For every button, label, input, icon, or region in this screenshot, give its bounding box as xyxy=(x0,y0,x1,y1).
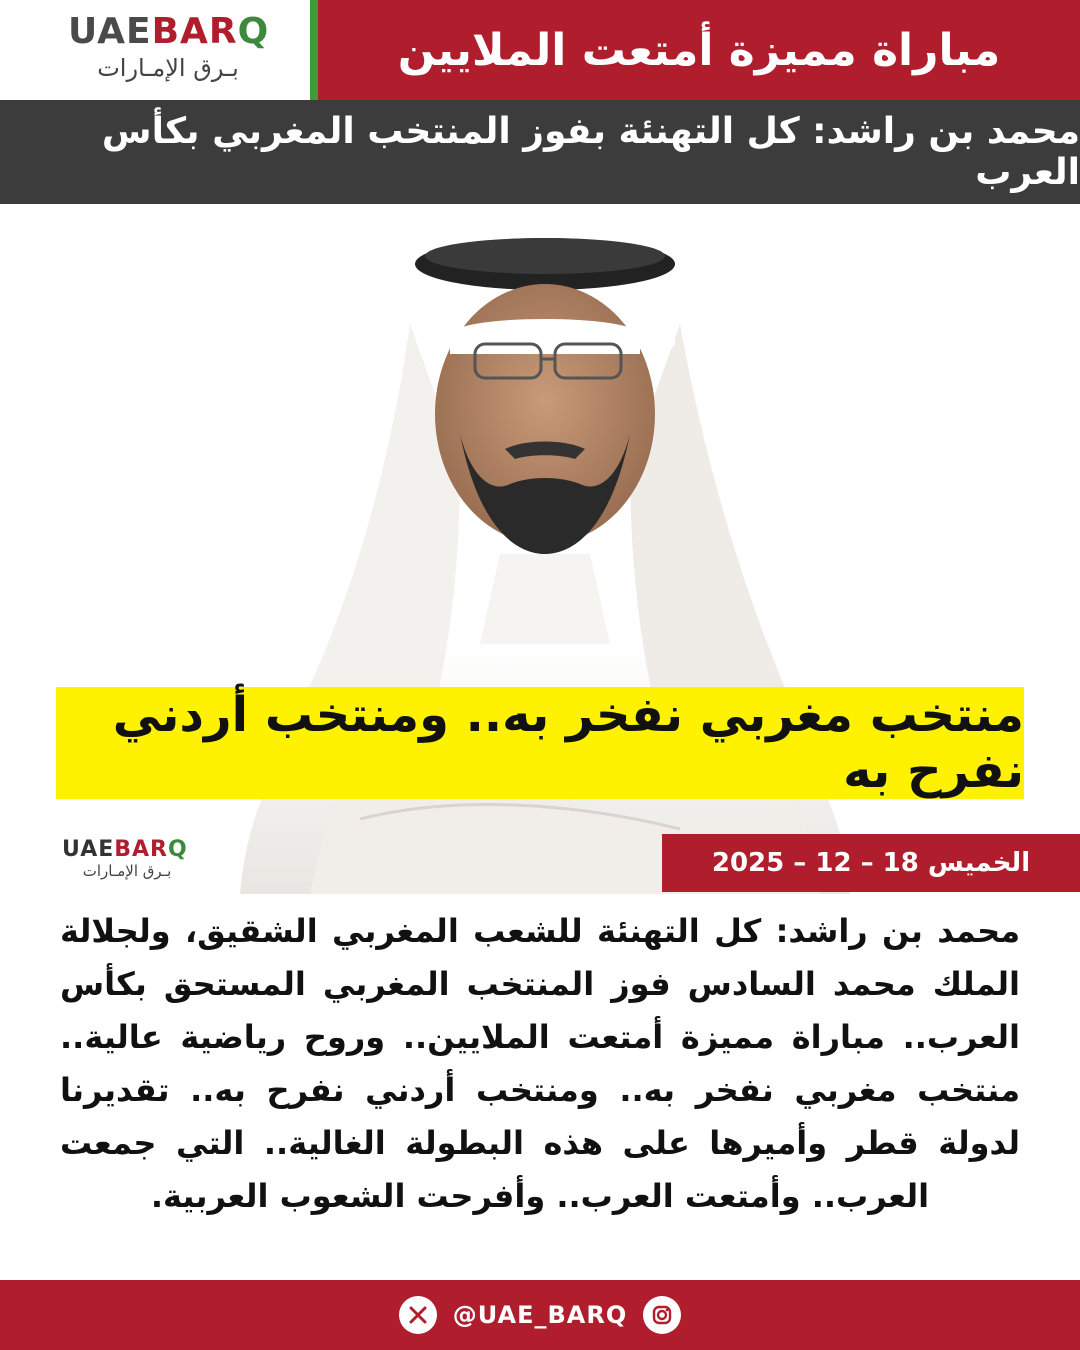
date-bar xyxy=(662,834,1080,892)
headline-bar xyxy=(318,0,1080,100)
quote-text: منتخب مغربي نفخر به.. ومنتخب أردني نفرح به xyxy=(112,687,1024,799)
watermark-logo-latin: UAEBARQ xyxy=(62,837,188,862)
subheadline-bar xyxy=(0,100,1080,204)
watermark-logo xyxy=(62,838,202,888)
logo-arabic: بـرق الإمـارات xyxy=(97,54,239,82)
subheadline-text: محمد بن راشد: كل التهنئة بفوز المنتخب المغربي بكأس العرب xyxy=(101,111,1080,193)
footer xyxy=(0,1280,1080,1350)
brand-logo[interactable] xyxy=(0,0,310,100)
accent-divider xyxy=(310,0,318,100)
logo-latin: UAEBARQ xyxy=(68,11,270,52)
date-text: الخميس 18 – 12 – 2025 xyxy=(711,848,1031,878)
quote-banner xyxy=(56,687,1024,799)
social-handle[interactable]: @UAE_BARQ xyxy=(452,1301,628,1329)
article-body: محمد بن راشد: كل التهنئة للشعب المغربي الشقيق، ولجلالة الملك محمد السادس فوز المنتخب المغربي المستحق بكأس العرب.. مباراة مميزة أمتعت الملايين.. وروح رياضية عالية.. منتخب مغربي نفخر به.. ومنتخب أردني نفرح به.. تقديرنا لدولة قطر وأميرها على هذه البطولة الغالية.. التي جمعت العرب.. وأمتعت العرب.. وأفرحت الشعوب العربية. xyxy=(60,912,1020,1215)
instagram-icon[interactable] xyxy=(643,1296,681,1334)
watermark-logo-arabic: بـرق الإمـارات xyxy=(82,862,172,880)
x-icon[interactable] xyxy=(399,1296,437,1334)
header xyxy=(0,0,1080,100)
headline-text: مباراة مميزة أمتعت الملايين xyxy=(397,24,1001,76)
